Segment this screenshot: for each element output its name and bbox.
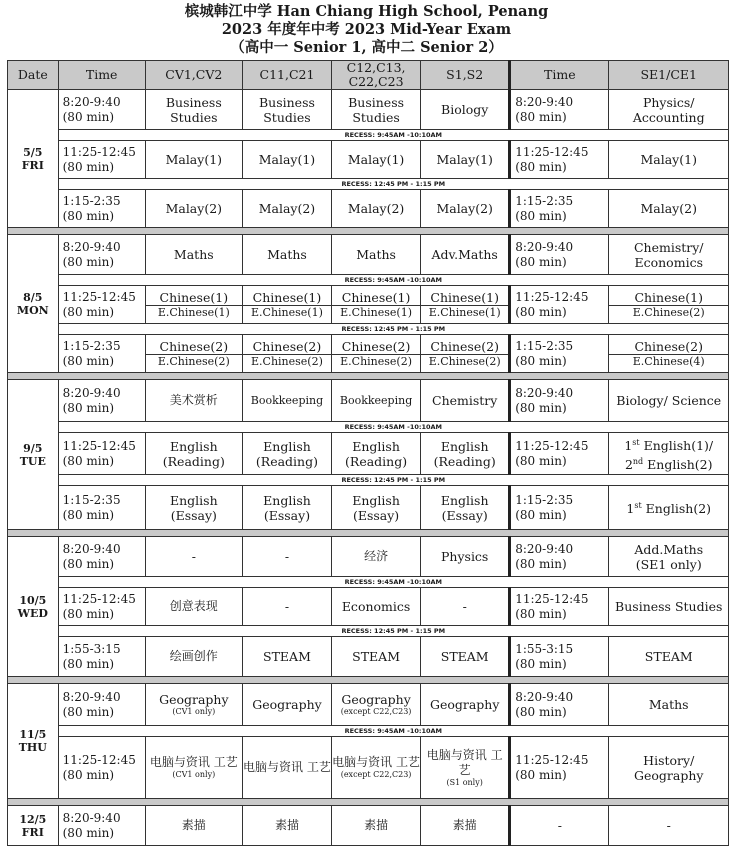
school-title: 槟城韩江中学 Han Chiang High School, Penang — [184, 3, 549, 20]
subject-cell: Business Studies — [145, 90, 242, 130]
col-time: Time — [58, 61, 145, 90]
subject-cell: English (Reading) — [332, 433, 421, 475]
subject-cell: 素描 — [242, 806, 331, 846]
date-cell: 8/5 MON — [8, 235, 59, 373]
subject-cell: Chinese(1) E.Chinese(1) — [242, 286, 331, 324]
subject-cell: 素描 — [421, 806, 510, 846]
time-cell: 8:20-9:40 (80 min) — [510, 537, 609, 577]
subject-cell: English (Reading) — [421, 433, 510, 475]
time-cell: 1:55-3:15 (80 min) — [58, 637, 145, 677]
subject-cell: Chinese(1) E.Chinese(2) — [609, 286, 729, 324]
time-cell: 8:20-9:40 (80 min) — [510, 235, 609, 275]
table-row — [8, 235, 729, 275]
table-row — [8, 190, 729, 228]
time-cell: 11:25-12:45 (80 min) — [510, 433, 609, 475]
time-cell: 1:15-2:35 (80 min) — [58, 190, 145, 228]
subject-cell: English (Essay) — [145, 486, 242, 530]
subject-cell: Malay(2) — [421, 190, 510, 228]
subject-cell: English (Reading) — [145, 433, 242, 475]
subject-cell: Chinese(2) E.Chinese(2) — [332, 335, 421, 373]
subject-cell: STEAM — [421, 637, 510, 677]
table-row — [8, 737, 729, 799]
date-cell: 12/5 FRI — [8, 806, 59, 846]
subject-cell: Biology — [421, 90, 510, 130]
recess-row: RECESS: 12:45 PM - 1:15 PM — [8, 475, 729, 486]
recess-row: RECESS: 12:45 PM - 1:15 PM — [8, 324, 729, 335]
subject-cell: 经济 — [332, 537, 421, 577]
col-cv: CV1,CV2 — [145, 61, 242, 90]
subject-cell: Maths — [242, 235, 331, 275]
subject-cell: STEAM — [332, 637, 421, 677]
time-cell: 11:25-12:45 (80 min) — [58, 286, 145, 324]
time-cell: 8:20-9:40 (80 min) — [58, 537, 145, 577]
table-row — [8, 588, 729, 626]
subject-cell: History/ Geography — [609, 737, 729, 799]
time-cell: 1:55-3:15 (80 min) — [510, 637, 609, 677]
subject-cell: Physics/ Accounting — [609, 90, 729, 130]
date-cell: 11/5 THU — [8, 684, 59, 799]
time-cell: 11:25-12:45 (80 min) — [510, 141, 609, 179]
time-cell: 1:15-2:35 (80 min) — [58, 486, 145, 530]
col-s: S1,S2 — [421, 61, 510, 90]
time-cell: 1:15-2:35 (80 min) — [510, 190, 609, 228]
time-cell: 8:20-9:40 (80 min) — [58, 806, 145, 846]
time-cell: 1:15-2:35 (80 min) — [58, 335, 145, 373]
subject-cell: 绘画创作 — [145, 637, 242, 677]
time-cell: 11:25-12:45 (80 min) — [58, 737, 145, 799]
time-cell: 8:20-9:40 (80 min) — [510, 684, 609, 726]
day-separator — [8, 677, 729, 684]
day-separator — [8, 530, 729, 537]
date-cell: 9/5 TUE — [8, 380, 59, 530]
time-cell: 11:25-12:45 (80 min) — [58, 588, 145, 626]
exam-title: 2023 年度年中考 2023 Mid-Year Exam — [221, 21, 512, 38]
subject-cell: Malay(1) — [145, 141, 242, 179]
subject-cell: English (Reading) — [242, 433, 331, 475]
time-cell: 8:20-9:40 (80 min) — [58, 380, 145, 422]
subject-cell: Chinese(2) E.Chinese(2) — [145, 335, 242, 373]
recess-row: RECESS: 12:45 PM - 1:15 PM — [8, 626, 729, 637]
subject-cell: Add.Maths (SE1 only) — [609, 537, 729, 577]
col-se: SE1/CE1 — [609, 61, 729, 90]
subject-cell: Business Studies — [332, 90, 421, 130]
time-cell: 8:20-9:40 (80 min) — [58, 235, 145, 275]
table-row — [8, 433, 729, 475]
subject-cell: 电脑与资讯 工艺 — [242, 737, 331, 799]
subject-cell: English (Essay) — [332, 486, 421, 530]
subject-cell: Economics — [332, 588, 421, 626]
col-date: Date — [8, 61, 59, 90]
day-separator — [8, 228, 729, 235]
subject-cell: 电脑与资讯 工艺 (CV1 only) — [145, 737, 242, 799]
subject-cell: Bookkeeping — [332, 380, 421, 422]
subject-cell: Business Studies — [609, 588, 729, 626]
subject-cell: 电脑与资讯 工艺 (S1 only) — [421, 737, 510, 799]
table-row — [8, 380, 729, 422]
subject-cell: - — [242, 537, 331, 577]
table-row — [8, 486, 729, 530]
subject-cell: - — [609, 806, 729, 846]
date-cell: 10/5 WED — [8, 537, 59, 677]
subject-cell: - — [242, 588, 331, 626]
document-header — [0, 0, 733, 60]
recess-row: RECESS: 9:45AM -10:10AM — [8, 422, 729, 433]
time-cell: 11:25-12:45 (80 min) — [58, 141, 145, 179]
header-row — [8, 61, 729, 90]
subject-cell: 素描 — [145, 806, 242, 846]
time-cell: 1:15-2:35 (80 min) — [510, 335, 609, 373]
subject-cell: English (Essay) — [421, 486, 510, 530]
recess-row: RECESS: 9:45AM -10:10AM — [8, 577, 729, 588]
time-cell: 8:20-9:40 (80 min) — [58, 684, 145, 726]
subject-cell: Maths — [332, 235, 421, 275]
subject-cell: Malay(1) — [609, 141, 729, 179]
table-row — [8, 684, 729, 726]
subject-cell: Chinese(1) E.Chinese(1) — [332, 286, 421, 324]
recess-row: RECESS: 12:45 PM - 1:15 PM — [8, 179, 729, 190]
subject-cell: Malay(1) — [421, 141, 510, 179]
subject-cell: Malay(2) — [145, 190, 242, 228]
subject-cell: Geography (CV1 only) — [145, 684, 242, 726]
col-c11: C11,C21 — [242, 61, 331, 90]
time-cell: - — [510, 806, 609, 846]
exam-timetable — [7, 60, 729, 846]
time-cell: 11:25-12:45 (80 min) — [510, 737, 609, 799]
subject-cell: Malay(2) — [332, 190, 421, 228]
subject-cell: 1st English(2) — [609, 486, 729, 530]
subject-cell: Bookkeeping — [242, 380, 331, 422]
time-cell: 8:20-9:40 (80 min) — [58, 90, 145, 130]
day-separator — [8, 799, 729, 806]
subject-cell: English (Essay) — [242, 486, 331, 530]
subject-cell: Maths — [609, 684, 729, 726]
subject-cell: 素描 — [332, 806, 421, 846]
table-row — [8, 141, 729, 179]
date-cell: 5/5 FRI — [8, 90, 59, 228]
subject-cell: Chinese(1) E.Chinese(1) — [145, 286, 242, 324]
grade-subtitle: （高中一 Senior 1, 高中二 Senior 2） — [230, 39, 503, 56]
table-row — [8, 335, 729, 373]
time-cell: 8:20-9:40 (80 min) — [510, 90, 609, 130]
subject-cell: Biology/ Science — [609, 380, 729, 422]
subject-cell: Chemistry/ Economics — [609, 235, 729, 275]
table-row — [8, 286, 729, 324]
time-cell: 11:25-12:45 (80 min) — [510, 588, 609, 626]
time-cell: 8:20-9:40 (80 min) — [510, 380, 609, 422]
subject-cell: Geography — [421, 684, 510, 726]
table-row — [8, 90, 729, 130]
subject-cell: - — [145, 537, 242, 577]
recess-row: RECESS: 9:45AM -10:10AM — [8, 726, 729, 737]
subject-cell: Adv.Maths — [421, 235, 510, 275]
subject-cell: Business Studies — [242, 90, 331, 130]
subject-cell: 电脑与资讯 工艺 (except C22,C23) — [332, 737, 421, 799]
subject-cell: 1st English(1)/ 2nd English(2) — [609, 433, 729, 475]
subject-cell: STEAM — [242, 637, 331, 677]
subject-cell: Chinese(2) E.Chinese(4) — [609, 335, 729, 373]
table-row — [8, 537, 729, 577]
subject-cell: STEAM — [609, 637, 729, 677]
subject-cell: 创意表现 — [145, 588, 242, 626]
recess-row: RECESS: 9:45AM -10:10AM — [8, 130, 729, 141]
col-c12: C12,C13, C22,C23 — [332, 61, 421, 90]
time-cell: 11:25-12:45 (80 min) — [510, 286, 609, 324]
subject-cell: Malay(2) — [609, 190, 729, 228]
col-time2: Time — [510, 61, 609, 90]
subject-cell: Chemistry — [421, 380, 510, 422]
subject-cell: Malay(1) — [242, 141, 331, 179]
subject-cell: 美术赏析 — [145, 380, 242, 422]
subject-cell: Physics — [421, 537, 510, 577]
table-row — [8, 806, 729, 846]
subject-cell: Malay(2) — [242, 190, 331, 228]
time-cell: 1:15-2:35 (80 min) — [510, 486, 609, 530]
subject-cell: Chinese(1) E.Chinese(1) — [421, 286, 510, 324]
day-separator — [8, 373, 729, 380]
subject-cell: Chinese(2) E.Chinese(2) — [421, 335, 510, 373]
subject-cell: Malay(1) — [332, 141, 421, 179]
subject-cell: Maths — [145, 235, 242, 275]
subject-cell: Geography (except C22,C23) — [332, 684, 421, 726]
table-row — [8, 637, 729, 677]
subject-cell: Chinese(2) E.Chinese(2) — [242, 335, 331, 373]
time-cell: 11:25-12:45 (80 min) — [58, 433, 145, 475]
recess-row: RECESS: 9:45AM -10:10AM — [8, 275, 729, 286]
subject-cell: - — [421, 588, 510, 626]
subject-cell: Geography — [242, 684, 331, 726]
